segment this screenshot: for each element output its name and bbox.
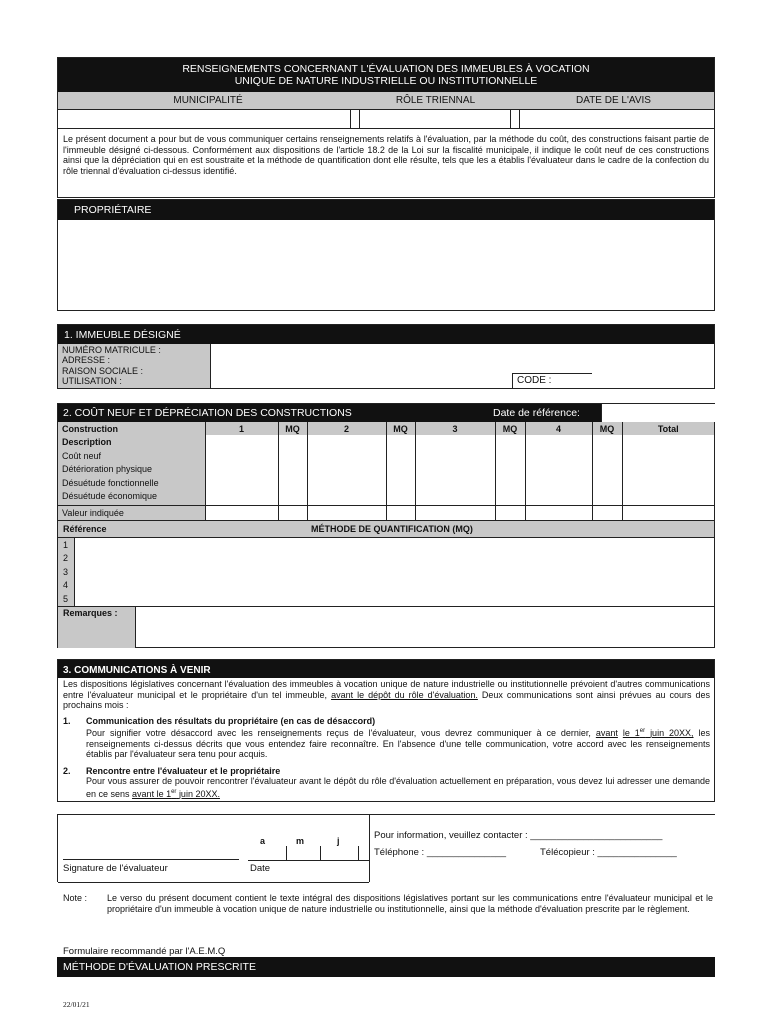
date-sep-1 [286,846,287,860]
col-mq-1: MQ [278,422,307,435]
cout-title: 2. COÛT NEUF ET DÉPRÉCIATION DES CONSTRUCTIONS [63,407,352,419]
matricule-label: NUMÉRO MATRICULE : [62,345,161,355]
immeuble-section [57,324,715,389]
date-reference-field[interactable] [601,404,716,422]
code-field[interactable] [512,373,592,388]
cell-2[interactable] [307,435,386,505]
methode-field[interactable] [75,538,714,606]
row-desuetude-economique: Désuétude économique [62,491,158,501]
code-label: CODE : [517,375,552,386]
signature-label: Signature de l'évaluateur [63,863,168,874]
raison-sociale-label: RAISON SOCIALE : [62,365,144,376]
item-2-number: 2. [63,765,71,776]
col-1: 1 [205,422,278,435]
item-1-number: 1. [63,715,71,726]
date-sep-2 [320,846,321,860]
ref-5: 5 [63,593,69,604]
role-triennal-field[interactable] [360,110,511,128]
utilisation-label: UTILISATION : [62,375,122,386]
ref-4: 4 [63,580,69,590]
signature-line[interactable] [63,859,239,860]
telephone-field[interactable]: Téléphone : _______________ [374,847,507,858]
col-mq-4: MQ [592,422,622,435]
gap-2 [511,110,520,128]
col-total: Total [657,423,679,434]
col-3: 3 [415,422,495,435]
contact-text[interactable]: Pour information, veuillez contacter : _________________________ [374,830,663,841]
intro-deadline: avant le dépôt du rôle d'évaluation. [331,689,478,700]
adresse-label: ADRESSE : [62,355,111,366]
header-title-bar [58,58,714,92]
proprietaire-title: PROPRIÉTAIRE [58,200,714,220]
note-label: Note : [63,893,88,903]
methode-rows [58,538,714,607]
cell-mq-3[interactable] [495,435,525,505]
valeur-3[interactable] [415,505,495,520]
cout-section [57,403,715,648]
table-row [58,435,714,505]
col-4: 4 [525,422,592,435]
date-avis-field[interactable] [520,110,714,128]
remarques-label: Remarques : [63,607,118,618]
header-columns [58,92,714,110]
proprietaire-field[interactable] [58,220,714,310]
col-date-avis: DATE DE L'AVIS [576,95,651,106]
ref-1: 1 [63,539,69,550]
valeur-total[interactable] [622,505,714,520]
table-row [58,505,714,520]
immeuble-title: 1. IMMEUBLE DÉSIGNÉ [58,325,714,344]
row-desuetude-fonctionnelle: Désuétude fonctionnelle [62,477,159,488]
title-line-1: RENSEIGNEMENTS CONCERNANT L'ÉVALUATION DES IMMEUBLES À VOCATION [182,63,590,75]
header-fields [58,110,714,129]
immeuble-labels [58,344,211,388]
cell-mq-4[interactable] [592,435,622,505]
note-text: Le verso du présent document contient le texte intégral des dispositions législatives portant sur les communications entre l'évaluateur municipal et le propriétaire d'un immeuble à vocation unique de nature industrielle ou institutionnelle, ainsi que la méthode d'évaluation prescrite par le règlement. [107,893,713,914]
col-mq-2: MQ [386,422,415,435]
date-jour: j [337,836,340,846]
signature-bottom-border [58,882,369,883]
communications-section [57,659,715,802]
date-annee: a [260,836,266,846]
formulaire-label: Formulaire recommandé par l'A.E.M.Q [63,946,226,957]
remarques-field[interactable] [136,607,714,648]
date-box[interactable] [248,834,369,861]
item-1-title: Communication des résultats du propriétaire (en cas de désaccord) [86,715,376,726]
row-labels [58,435,205,505]
cout-table [58,422,714,521]
date-code: 22/01/21 [63,1000,90,1009]
row-deterioration: Détérioration physique [62,464,153,474]
date-sep-3 [358,846,359,860]
gap-1 [351,110,360,128]
reference-label: Référence [63,523,107,534]
cell-total[interactable] [622,435,714,505]
cell-1[interactable] [205,435,278,505]
cell-4[interactable] [525,435,592,505]
date-label: Date [250,863,271,874]
telecopieur-field[interactable]: Télécopieur : _______________ [540,847,677,858]
col-2: 2 [307,422,386,435]
row-description: Description [62,437,112,447]
col-construction: Construction [58,422,205,435]
title-line-2: UNIQUE DE NATURE INDUSTRIELLE OU INSTITUTIONNELLE [234,75,538,87]
valeur-4[interactable] [525,505,592,520]
valeur-1[interactable] [205,505,278,520]
cell-3[interactable] [415,435,495,505]
communications-intro: Les dispositions législatives concernant l'évaluation des immeubles à vocation unique de nature industrielle ou institutionnelle prévoient d'autres communications entre l'évaluateur municipal et le propriétaire d'un tel immeuble, avant le dépôt du rôle d'évaluation. Deux communications sont ainsi prévues au cours des prochains mois : [63,679,710,710]
row-cout-neuf: Coût neuf [62,450,102,461]
ref-2: 2 [63,553,69,563]
date-mois: m [296,836,305,846]
col-role-triennal: RÔLE TRIENNAL [395,95,476,106]
col-municipalite: MUNICIPALITÉ [173,95,243,106]
remarques-label-cell [58,607,136,648]
row-valeur-indiquee: Valeur indiquée [58,505,205,520]
remarques-row [58,607,714,648]
municipalite-field[interactable] [58,110,351,128]
note-section [57,893,715,914]
signature-section [57,814,715,882]
proprietaire-section [57,199,715,311]
methode-header [58,521,714,538]
item-2-title: Rencontre entre l'évaluateur et le propriétaire [86,765,281,776]
immeuble-values[interactable] [211,344,714,388]
signature-right-border [369,815,370,882]
cell-mq-1[interactable] [278,435,307,505]
col-mq-3: MQ [495,422,525,435]
valeur-2[interactable] [307,505,386,520]
cout-header-row [58,422,714,435]
communication-item-2: 2. Rencontre entre l'évaluateur et le propriétaire Pour vous assurer de pouvoir rencontrer l'évaluateur avant le dépôt du rôle d'évaluation actuellement en préparation, vous devez lui adresser une demande en ce sens avant le 1er juin 20XX. [63,765,710,799]
date-reference-label: Date de référence: [493,407,580,419]
intro-text: Le présent document a pour but de vous communiquer certains renseignements relatifs à l'évaluation, par la méthode du coût, des constructions faisant partie de l'immeuble désigné ci-dessous. Conformément aux dispositions de l'article 18.2 de la Loi sur la fiscalité municipale, il indique le coût neuf de ces constructions ainsi que la dépréciation qui en est soustraite et la méthode de quantification dont elle résulte, tels que les a établis l'évaluateur dans le cadre de la confection du rôle triennal d'évaluation ci-dessus identifié. [63,134,709,176]
methode-quantification-label: MÉTHODE DE QUANTIFICATION (MQ) [311,523,473,534]
cell-mq-2[interactable] [386,435,415,505]
methode-prescrite-title: MÉTHODE D'ÉVALUATION PRESCRITE [63,961,256,973]
communications-title: 3. COMMUNICATIONS À VENIR [58,660,714,678]
cout-title-bar [58,404,714,422]
reference-numbers [58,538,75,606]
methode-prescrite-bar [57,957,715,977]
ref-3: 3 [63,566,69,577]
communication-item-1: 1. Communication des résultats du propriétaire (en cas de désaccord) Pour signifier votre désaccord avec les renseignements reçus de l'évaluateur, vous devrez communiquer à ce dernier, avant le 1er juin 20XX, les renseignements ci-dessus décrits que vous entendez faire reconnaître. En l'absence d'une telle communication, votre accord avec les renseignements établis par l'évaluateur sera tenu pour acquis. [63,715,710,759]
header-section [57,57,715,198]
